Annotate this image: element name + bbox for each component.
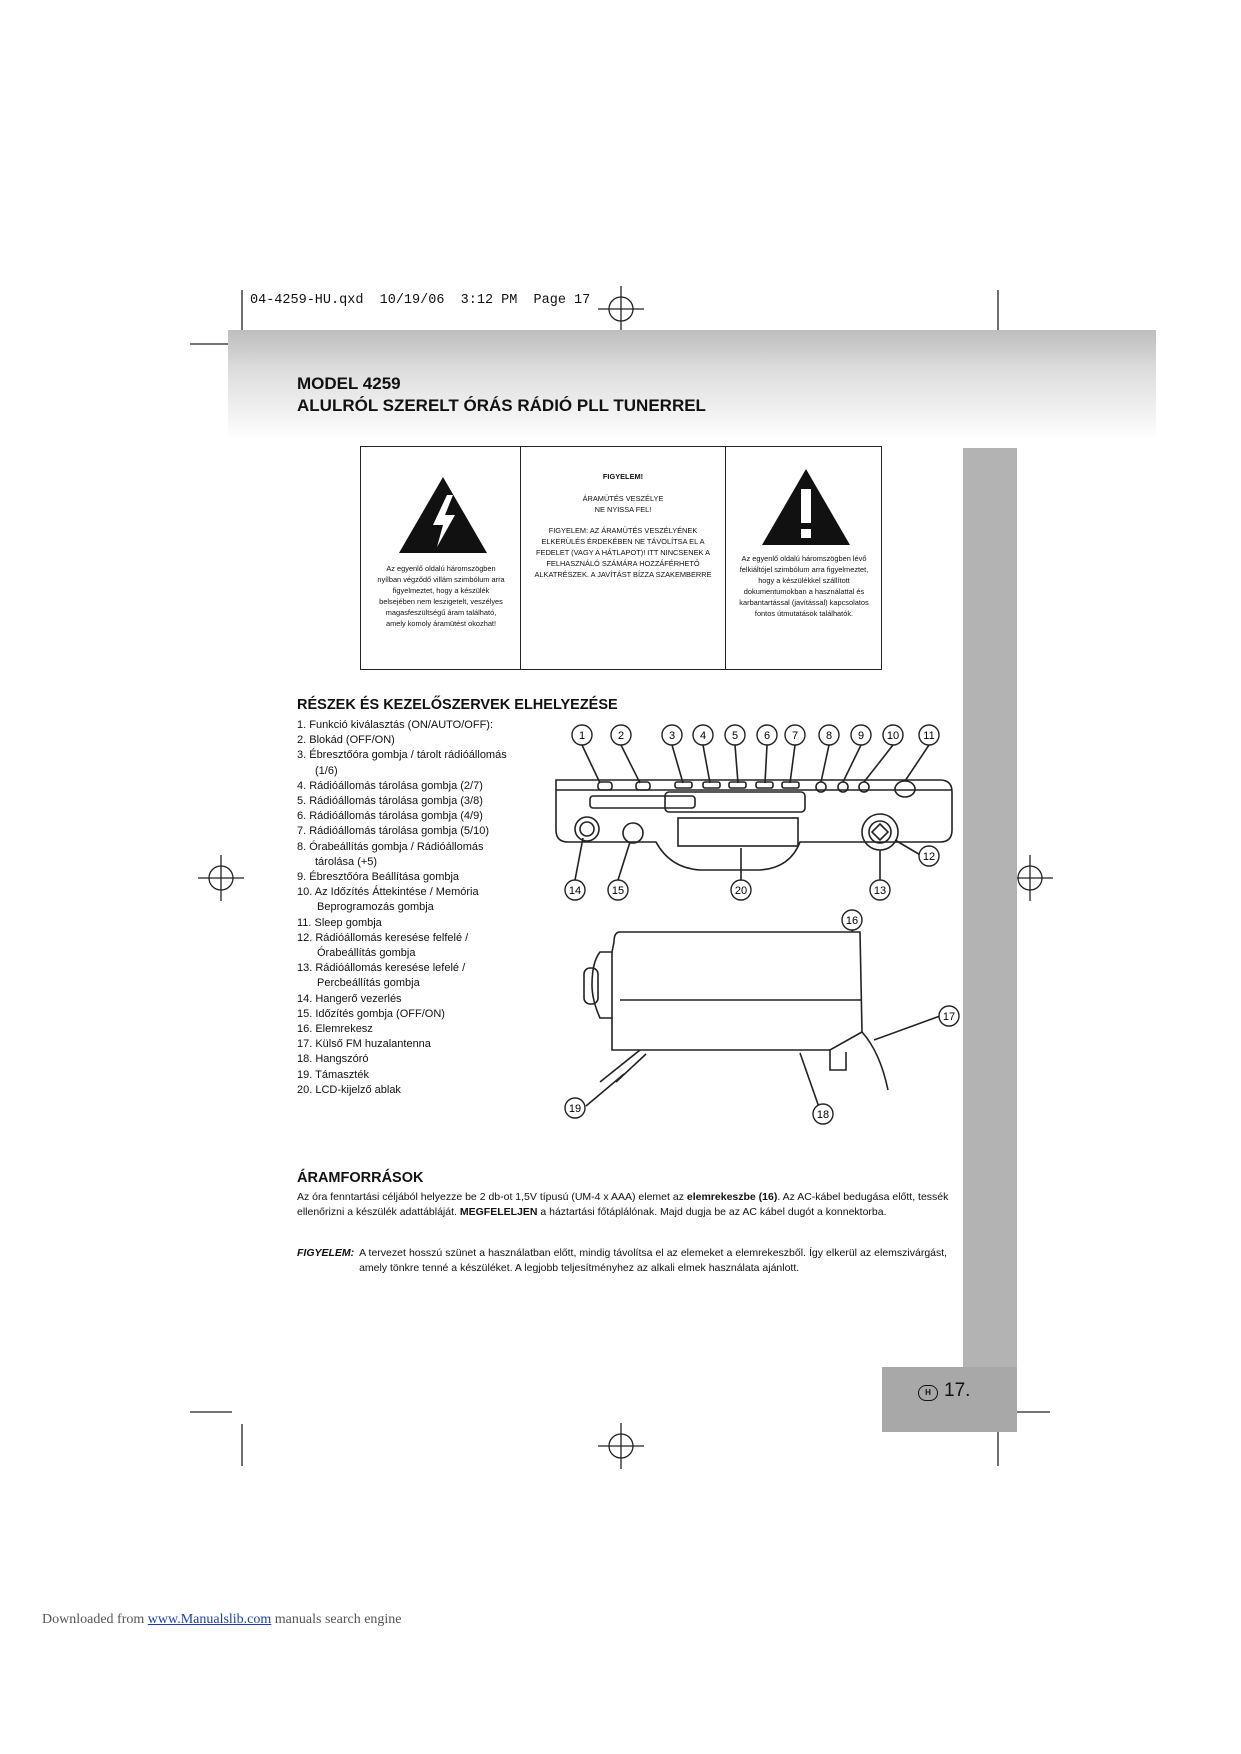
model-title: MODEL 4259 [297, 374, 401, 393]
side-bar [963, 448, 1017, 1368]
note-label: FIGYELEM: [297, 1247, 355, 1259]
warning-left-col [361, 447, 521, 669]
callout-7 [785, 725, 805, 745]
callout-label: 10 [886, 730, 900, 742]
callout-label: 13 [873, 885, 887, 897]
page-title: ALULRÓL SZERELT ÓRÁS RÁDIÓ PLL TUNERREL [297, 396, 706, 415]
power-paragraph [297, 1190, 962, 1220]
list-item: 17. Külső FM huzalantenna [297, 1038, 431, 1051]
list-item: 19. Támaszték [297, 1068, 369, 1081]
power-text-e: a háztartási főtáplálónak. Majd dugja be az AC kábel dugót a konnektorba. [537, 1206, 887, 1218]
power-section-title: ÁRAMFORRÁSOK [297, 1170, 424, 1186]
warning-center-line1: ÁRAMÜTÉS VESZÉLYE [582, 494, 664, 503]
warning-left-text: Az egyenlő oldalú háromszögben nyílban végződő villám szimbólum arra figyelmeztet, hogy a készülék belsejében nem leszigetelt, veszélyes magasfeszültségű áram található, amely komoly áramütést okozhat! [377, 564, 505, 628]
power-note [297, 1246, 962, 1276]
power-text-b: elemrekeszbe (16) [686, 1191, 778, 1203]
list-item: 10. Az Időzítés Áttekintése / Memória [297, 886, 479, 899]
warning-center-title: FIGYELEM! [602, 472, 644, 481]
callout-13 [870, 880, 890, 900]
warning-box [360, 446, 882, 670]
list-item: 11. Sleep gombja [297, 916, 382, 929]
callout-label: 5 [731, 730, 739, 742]
callout-label: 4 [699, 730, 707, 742]
list-item: 16. Elemrekesz [297, 1023, 373, 1036]
callout-12 [919, 846, 939, 866]
power-text-a: Az óra fenntartási céljából helyezze be 2 db-ot 1,5V típusú (UM-4 x AAA) elemet az [297, 1191, 687, 1203]
list-item: Percbeállítás gombja [317, 977, 420, 990]
callout-4 [693, 725, 713, 745]
page-number-box [882, 1367, 1017, 1432]
callout-label: 1 [578, 730, 586, 742]
list-item: Órabeállítás gombja [317, 947, 416, 960]
callout-label: 8 [825, 730, 833, 742]
callout-label: 19 [568, 1103, 582, 1115]
callout-label: 17 [942, 1011, 956, 1023]
callout-2 [611, 725, 631, 745]
list-item: 1. Funkció kiválasztás (ON/AUTO/OFF): [297, 719, 494, 731]
callout-14 [565, 880, 585, 900]
list-item: 13. Rádióállomás keresése lefelé / [297, 962, 466, 975]
callout-label: 3 [668, 730, 676, 742]
language-badge: H [918, 1385, 938, 1401]
device-diagram [540, 712, 960, 1142]
callout-labels [565, 725, 959, 1124]
callout-16 [842, 910, 862, 930]
note-text: A tervezet hosszú szünet a használatban előtt, mindig távolítsa el az elemeket a elemrekeszből. Így elkerül az elemszivárgást, amely tönkre tenné a készüléket. A legjobb teljesítményhez az alkali elmek használata ajánlott. [359, 1247, 948, 1274]
list-item: 9. Ébresztőóra Beállítása gombja [297, 871, 460, 884]
power-text-c: . Az AC-kábel bedugása előtt, tessék ellenőrizni a készülék adattábláját. [297, 1191, 949, 1218]
callout-label: 7 [791, 730, 799, 742]
list-item: 20. LCD-kijelző ablak [297, 1083, 401, 1096]
warning-center-col [521, 447, 726, 669]
callout-label: 9 [857, 730, 865, 742]
callout-20 [731, 880, 751, 900]
list-item: 14. Hangerő vezerlés [297, 992, 402, 1005]
callout-label: 16 [845, 915, 859, 927]
callout-label: 12 [922, 851, 936, 863]
warning-right-text: Az egyenlő oldalú háromszögben lévő felkiáltójel szimbólum arra figyelmeztet, hogy a készülékkel szállított dokumentumokban a használattal és karbantartással (javítással) kapcsolatos fontos útmutatások találhatók. [739, 554, 869, 618]
parts-section-title: RÉSZEK ÉS KEZELŐSZERVEK ELHELYEZÉSE [297, 697, 618, 713]
list-item: Beprogramozás gombja [317, 901, 434, 914]
list-item: 7. Rádióállomás tárolása gombja (5/10) [297, 825, 489, 838]
callout-label: 14 [568, 885, 582, 897]
footer [42, 1612, 402, 1628]
exclamation-warning-icon [760, 467, 852, 547]
callout-label: 6 [763, 730, 771, 742]
callout-10 [883, 725, 903, 745]
callout-1 [572, 725, 592, 745]
list-item: 15. Időzítés gombja (OFF/ON) [297, 1007, 445, 1020]
callout-3 [662, 725, 682, 745]
warning-center-line2: NE NYISSA FEL! [594, 505, 652, 514]
callout-label: 18 [816, 1109, 830, 1121]
warning-center-text: FIGYELEM: AZ ÁRAMÜTÉS VESZÉLYÉNEK ELKERÜLÉS ÉRDEKÉBEN NE TÁVOLÍTSA EL A FEDELET (VAGY A HÁTLAPOT)! ITT NINCSENEK A FELHASZNÁLÓ SZÁMÁRA HOZZÁFÉRHETŐ ALKATRÉSZEK. A JAVÍTÁST BÍZZA SZAKEMBERRE [534, 526, 712, 579]
list-item: (1/6) [315, 764, 338, 777]
callout-17 [939, 1006, 959, 1026]
callout-15 [608, 880, 628, 900]
callout-8 [819, 725, 839, 745]
parts-list [297, 718, 507, 1098]
callout-18 [813, 1104, 833, 1124]
callout-11 [919, 725, 939, 745]
footer-suffix: manuals search engine [271, 1612, 402, 1627]
list-item: 3. Ébresztőóra gombja / tárolt rádióállomás [297, 749, 507, 762]
callout-label: 2 [617, 730, 625, 742]
list-item: 18. Hangszóró [297, 1053, 369, 1066]
callout-label: 11 [923, 730, 935, 742]
callout-label: 15 [611, 885, 625, 897]
list-item: 4. Rádióállomás tárolása gombja (2/7) [297, 779, 483, 792]
callout-19 [565, 1098, 585, 1118]
power-text-d: MEGFELELJEN [459, 1206, 538, 1218]
callout-6 [757, 725, 777, 745]
page-number: 17. [944, 1380, 971, 1401]
print-slug: 04-4259-HU.qxd 10/19/06 3:12 PM Page 17 [250, 293, 591, 308]
warning-right-col [726, 447, 881, 669]
list-item: 2. Blokád (OFF/ON) [297, 734, 395, 747]
manualslib-link[interactable]: www.Manualslib.com [147, 1612, 272, 1627]
lightning-warning-icon [397, 475, 489, 555]
list-item: 8. Órabeállítás gombja / Rádióállomás [297, 840, 484, 853]
list-item: 12. Rádióállomás keresése felfelé / [297, 931, 469, 944]
footer-prefix: Downloaded from [42, 1612, 148, 1627]
list-item: tárolása (+5) [315, 855, 378, 868]
callout-9 [851, 725, 871, 745]
callout-5 [725, 725, 745, 745]
list-item: 5. Rádióállomás tárolása gombja (3/8) [297, 795, 483, 808]
list-item: 6. Rádióállomás tárolása gombja (4/9) [297, 810, 483, 823]
callout-label: 20 [734, 885, 748, 897]
